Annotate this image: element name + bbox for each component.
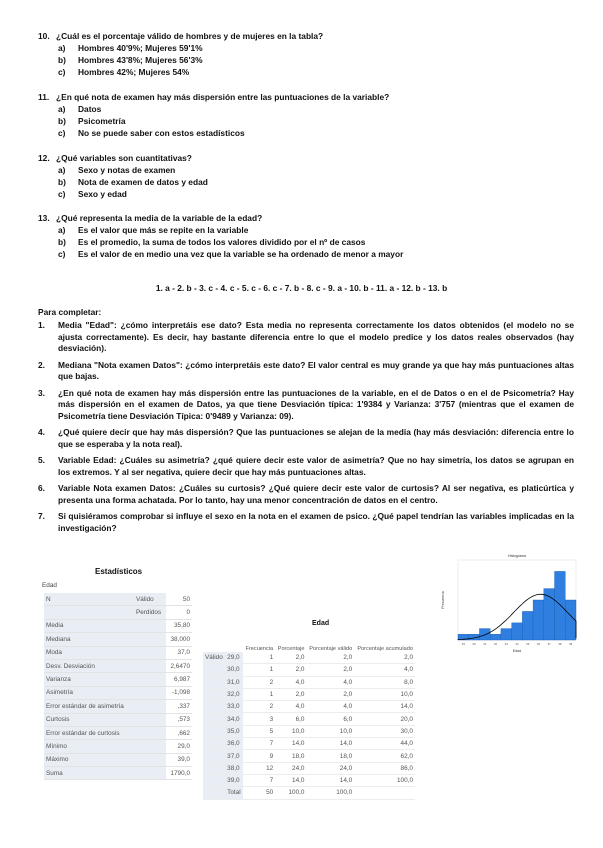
stat-sublabel — [134, 686, 166, 699]
stat-value: ,573 — [166, 713, 192, 726]
freq-cell-cum — [354, 787, 415, 799]
freq-cell-group — [203, 762, 225, 774]
freq-row — [203, 774, 415, 786]
freq-cell-valid: 10,0 — [306, 725, 354, 737]
freq-header-row — [203, 631, 415, 652]
x-axis-label: Edad — [512, 649, 522, 653]
question-number: 12. — [38, 153, 50, 163]
item-text: ¿En qué nota de examen hay más dispersión entre las puntuaciones de la variable, en el de Datos o en el de Psicometría? Hay más dispersión en el examen de Datos, ya que tiene Desviación típica: 1'9384 y Varianza: 3'757 (mientras que el examen de Psicometría tiene Desviación Típica: 0'9489 y Varianza: 09). — [58, 387, 574, 421]
freq-cell-pct: 10,0 — [275, 725, 306, 737]
freq-row — [203, 652, 415, 664]
answer-option — [38, 236, 578, 248]
stat-sublabel — [134, 633, 166, 646]
stat-label: Moda — [44, 646, 134, 659]
stat-value: 50 — [166, 593, 192, 606]
stat-value: 6,987 — [166, 673, 192, 686]
answer-option — [38, 66, 578, 78]
question-block — [38, 212, 578, 260]
freq-cell-cum: 20,0 — [354, 713, 415, 725]
freq-cell-valid: 2,0 — [306, 652, 354, 664]
freq-cell-cum: 30,0 — [354, 725, 415, 737]
x-tick-label: 34 — [515, 642, 519, 646]
freq-cell-freq: 2 — [243, 676, 275, 688]
stat-label: Mediana — [44, 633, 134, 646]
question-block — [38, 91, 578, 139]
freq-cell-freq: 50 — [243, 787, 275, 799]
stat-sublabel — [134, 700, 166, 713]
stats-row — [44, 619, 192, 632]
item-number: 5. — [38, 455, 45, 465]
statistics-table — [44, 593, 192, 780]
item-number: 3. — [38, 387, 45, 398]
stat-sublabel — [134, 673, 166, 686]
freq-cell-cum: 14,0 — [354, 701, 415, 713]
freq-header — [225, 631, 243, 652]
freq-cell-valid: 24,0 — [306, 762, 354, 774]
item-number: 4. — [38, 427, 45, 437]
stat-label: Curtosis — [44, 713, 134, 726]
freq-cell-valid: 2,0 — [306, 688, 354, 700]
stat-label: Error estándar de curtosis — [44, 726, 134, 739]
stat-sublabel — [134, 659, 166, 672]
freq-cell-valid: 4,0 — [306, 676, 354, 688]
freq-cell-pct: 14,0 — [275, 774, 306, 786]
stat-value: ,662 — [166, 726, 192, 739]
freq-cell-group: Válido — [203, 652, 225, 664]
freq-row — [203, 688, 415, 700]
freq-row — [203, 725, 415, 737]
freq-cell-cum: 2,0 — [354, 652, 415, 664]
completion-item — [38, 388, 574, 423]
stat-label: Desv. Desviación — [44, 659, 134, 672]
stat-label: Suma — [44, 767, 134, 780]
freq-cell-group — [203, 750, 225, 762]
stat-value: 35,80 — [166, 619, 192, 632]
freq-cell-group — [203, 664, 225, 676]
stats-row — [44, 633, 192, 646]
item-text: Variable Edad: ¿Cuáles su asimetría? ¿qué quiere decir este valor de asimetría? Que no hay simetría, los datos se agrupan en los extremos. Y al ser negativa, quiere decir que hay más puntuaciones altas. — [58, 455, 574, 477]
item-number: 6. — [38, 483, 45, 493]
stat-sublabel — [134, 726, 166, 739]
freq-cell-freq: 3 — [243, 713, 275, 725]
x-tick-label: 38 — [558, 642, 562, 646]
freq-cell-value: 34,0 — [225, 713, 243, 725]
freq-cell-pct: 2,0 — [275, 664, 306, 676]
item-text: Media "Edad": ¿cómo interpretáis ese dato? Esta media no representa correctamente los datos obtenidos (el modelo no se ajusta correctamente). Es decir, hay bastante diferencia entre lo que el modelo predice y los datos reales observados (hay desviación). — [58, 320, 574, 353]
stat-label: Media — [44, 619, 134, 632]
option-text: Nota de examen de datos y edad — [78, 177, 208, 187]
stat-label: Máximo — [44, 753, 134, 766]
question-text: ¿Qué representa la media de la variable de la edad? — [56, 213, 263, 223]
answer-option — [38, 42, 578, 54]
freq-cell-cum: 62,0 — [354, 750, 415, 762]
option-letter: a) — [58, 225, 66, 235]
option-letter: a) — [58, 43, 66, 53]
x-tick-label: 37 — [547, 642, 551, 646]
option-letter: b) — [58, 116, 66, 126]
stat-value: 1790,0 — [166, 767, 192, 780]
freq-cell-pct: 24,0 — [275, 762, 306, 774]
stats-row — [44, 606, 192, 619]
histogram-bar — [479, 629, 490, 640]
answer-option — [38, 176, 578, 188]
question-block — [38, 30, 578, 78]
freq-cell-value: 39,0 — [225, 774, 243, 786]
freq-cell-freq: 7 — [243, 738, 275, 750]
stats-row — [44, 753, 192, 766]
stats-row — [44, 646, 192, 659]
answer-option — [38, 188, 578, 200]
stat-label — [44, 606, 134, 619]
freq-cell-valid: 100,0 — [306, 787, 354, 799]
freq-cell-freq: 9 — [243, 750, 275, 762]
completion-item — [38, 427, 574, 450]
freq-cell-group — [203, 725, 225, 737]
freq-cell-valid: 14,0 — [306, 774, 354, 786]
complete-heading: Para completar: — [38, 307, 102, 317]
question-title — [38, 91, 578, 103]
freq-row — [203, 787, 415, 799]
question-number: 10. — [38, 31, 50, 41]
freq-header — [203, 631, 225, 652]
stat-value: 0 — [166, 606, 192, 619]
stat-sublabel — [134, 713, 166, 726]
stats-row — [44, 713, 192, 726]
freq-cell-group — [203, 774, 225, 786]
freq-cell-group — [203, 688, 225, 700]
x-tick-label: 33 — [504, 642, 508, 646]
stat-sublabel — [134, 646, 166, 659]
freq-cell-freq: 2 — [243, 701, 275, 713]
freq-cell-value: 36,0 — [225, 738, 243, 750]
freq-cell-value: 32,0 — [225, 688, 243, 700]
freq-cell-pct: 100,0 — [275, 787, 306, 799]
freq-cell-valid: 14,0 — [306, 738, 354, 750]
histogram-bar — [512, 623, 523, 640]
freq-row — [203, 713, 415, 725]
stat-label: Mínimo — [44, 740, 134, 753]
freq-cell-pct: 18,0 — [275, 750, 306, 762]
stat-value: -1,098 — [166, 686, 192, 699]
option-text: Sexo y edad — [78, 189, 127, 199]
question-title — [38, 212, 578, 224]
completion-item — [38, 360, 574, 383]
stats-row — [44, 686, 192, 699]
stats-row — [44, 673, 192, 686]
freq-cell-cum: 44,0 — [354, 738, 415, 750]
option-letter: c) — [58, 67, 66, 77]
answer-key: 1. a - 2. b - 3. c - 4. c - 5. c - 6. c - 7. b - 8. c - 9. a - 10. b - 11. a - 12. b - 13. b — [155, 283, 448, 293]
freq-cell-valid: 4,0 — [306, 701, 354, 713]
y-axis-label: Frecuencia — [441, 591, 445, 609]
chart-title: Histograma — [508, 554, 526, 558]
option-text: Hombres 40'9%; Mujeres 59'1% — [78, 43, 203, 53]
stat-value: 38,000 — [166, 633, 192, 646]
option-letter: c) — [58, 249, 66, 259]
option-text: No se puede saber con estos estadísticos — [78, 128, 245, 138]
freq-cell-value: 29,0 — [225, 652, 243, 664]
option-text: Psicometría — [78, 116, 126, 126]
stat-sublabel — [134, 619, 166, 632]
histogram-bar — [501, 629, 512, 640]
answer-option — [38, 103, 578, 115]
freq-cell-valid: 2,0 — [306, 664, 354, 676]
freq-header: Frecuencia — [245, 646, 274, 652]
stats-row — [44, 726, 192, 739]
freq-cell-valid: 18,0 — [306, 750, 354, 762]
freq-cell-freq: 5 — [243, 725, 275, 737]
answer-option — [38, 224, 578, 236]
freq-cell-freq: 12 — [243, 762, 275, 774]
question-title — [38, 30, 578, 42]
x-tick-label: 36 — [536, 642, 541, 646]
histogram-bar — [522, 611, 533, 640]
question-text: ¿Qué variables son cuantitativas? — [56, 153, 192, 163]
stat-value: 39,0 — [166, 753, 192, 766]
freq-row — [203, 701, 415, 713]
item-text: ¿Qué quiere decir que hay más dispersión? Que las puntuaciones se alejan de la media (hay más desviación: diferencia entre lo que se esperaba y la nota real). — [58, 427, 574, 449]
freq-header: Porcentaje válido — [309, 646, 353, 652]
stat-sublabel: Perdidos — [134, 606, 166, 619]
freq-cell-pct: 4,0 — [275, 676, 306, 688]
freq-table-title: Edad — [312, 620, 330, 627]
stat-label: Asimetría — [44, 686, 134, 699]
item-number: 1. — [38, 320, 45, 330]
freq-cell-cum: 4,0 — [354, 664, 415, 676]
option-letter: a) — [58, 104, 66, 114]
freq-cell-value: 38,0 — [225, 762, 243, 774]
stat-value: 2,6470 — [166, 659, 192, 672]
freq-row — [203, 738, 415, 750]
freq-cell-freq: 1 — [243, 664, 275, 676]
answer-option — [38, 54, 578, 66]
freq-cell-pct: 4,0 — [275, 701, 306, 713]
stats-row — [44, 767, 192, 780]
freq-cell-group — [203, 738, 225, 750]
question-text: ¿En qué nota de examen hay más dispersión entre las puntuaciones de la variable? — [56, 92, 390, 102]
freq-header: Porcentaje — [277, 646, 305, 652]
question-block — [38, 152, 578, 200]
freq-cell-group — [203, 676, 225, 688]
x-tick-label: 31 — [483, 642, 487, 646]
freq-cell-freq: 7 — [243, 774, 275, 786]
stat-label: N — [44, 593, 134, 606]
stat-sublabel: Válido — [134, 593, 166, 606]
item-number: 2. — [38, 359, 45, 370]
freq-cell-pct: 2,0 — [275, 688, 306, 700]
freq-cell-cum: 8,0 — [354, 676, 415, 688]
item-text: Variable Nota examen Datos: ¿Cuáles su curtosis? ¿Qué quiere decir este valor de curtosis? Al ser negativa, es platicúrtica y presenta una forma achatada. Por lo tanto, hay una menor concentración de datos en el centro. — [58, 483, 574, 505]
option-text: Es el valor de en medio una vez que la variable se ha ordenado de menor a mayor — [78, 249, 404, 259]
option-letter: b) — [58, 177, 66, 187]
option-letter: c) — [58, 128, 66, 138]
freq-row — [203, 664, 415, 676]
option-letter: b) — [58, 55, 66, 65]
stats-row — [44, 740, 192, 753]
freq-cell-pct: 6,0 — [275, 713, 306, 725]
x-tick-label: 35 — [526, 642, 530, 646]
histogram-bar — [490, 634, 501, 640]
freq-row — [203, 676, 415, 688]
option-text: Es el promedio, la suma de todos los valores dividido por el nº de casos — [78, 237, 366, 247]
option-text: Es el valor que más se repite en la variable — [78, 225, 249, 235]
option-letter: b) — [58, 237, 66, 247]
option-text: Sexo y notas de examen — [78, 165, 176, 175]
age-histogram — [438, 550, 583, 655]
option-letter: c) — [58, 189, 66, 199]
question-title — [38, 152, 578, 164]
freq-cell-pct: 2,0 — [275, 652, 306, 664]
freq-cell-cum: 100,0 — [354, 774, 415, 786]
option-text: Hombres 43'8%; Mujeres 56'3% — [78, 55, 203, 65]
stats-row — [44, 659, 192, 672]
freq-cell-freq: 1 — [243, 688, 275, 700]
item-text: Si quisiéramos comprobar si influye el sexo en la nota en el examen de psico. ¿Qué papel tendrían las variables implicadas en la investigación? — [58, 511, 574, 533]
question-text: ¿Cuál es el porcentaje válido de hombres y de mujeres en la tabla? — [56, 31, 324, 41]
item-number: 7. — [38, 511, 45, 521]
question-number: 11. — [38, 92, 50, 102]
freq-cell-value: 35,0 — [225, 725, 243, 737]
stats-table-title: Estadísticos — [95, 567, 143, 576]
completion-item — [38, 455, 574, 478]
x-tick-label: 32 — [493, 642, 498, 646]
stat-label: Varianza — [44, 673, 134, 686]
freq-cell-group — [203, 787, 225, 799]
freq-cell-value: 31,0 — [225, 676, 243, 688]
stat-sublabel — [134, 767, 166, 780]
stats-row — [44, 700, 192, 713]
completion-item — [38, 483, 574, 506]
freq-cell-group — [203, 701, 225, 713]
frequency-table — [203, 631, 415, 800]
item-text: Mediana "Nota examen Datos": ¿cómo interpretáis este dato? El valor central es muy grande ya que hay más puntuaciones altas que bajas. — [58, 359, 574, 381]
option-letter: a) — [58, 165, 66, 175]
answer-option — [38, 127, 578, 139]
option-text: Datos — [78, 104, 102, 114]
stat-value: ,337 — [166, 700, 192, 713]
option-text: Hombres 42%; Mujeres 54% — [78, 67, 190, 77]
completion-item — [38, 511, 574, 534]
stat-label: Error estándar de asimetría — [44, 700, 134, 713]
freq-header: Porcentaje acumulado — [357, 646, 413, 652]
freq-cell-group — [203, 713, 225, 725]
freq-cell-cum: 86,0 — [354, 762, 415, 774]
freq-cell-value: 33,0 — [225, 701, 243, 713]
stat-value: 37,0 — [166, 646, 192, 659]
stats-row — [44, 593, 192, 606]
stat-sublabel — [134, 740, 166, 753]
stats-table-subtitle: Edad — [42, 582, 57, 589]
freq-row — [203, 750, 415, 762]
stat-value: 29,0 — [166, 740, 192, 753]
completion-items — [38, 320, 574, 539]
stat-sublabel — [134, 753, 166, 766]
answer-option — [38, 115, 578, 127]
x-tick-label: 29 — [461, 642, 465, 646]
freq-row — [203, 762, 415, 774]
freq-cell-value: Total — [225, 787, 243, 799]
x-tick-label: 39 — [569, 642, 573, 646]
answer-option — [38, 248, 578, 260]
question-number: 13. — [38, 213, 50, 223]
completion-item — [38, 320, 574, 355]
histogram-bar — [555, 571, 566, 640]
freq-cell-freq: 1 — [243, 652, 275, 664]
answer-option — [38, 164, 578, 176]
freq-cell-valid: 6,0 — [306, 713, 354, 725]
freq-cell-value: 30,0 — [225, 664, 243, 676]
freq-cell-pct: 14,0 — [275, 738, 306, 750]
freq-cell-value: 37,0 — [225, 750, 243, 762]
freq-cell-cum: 10,0 — [354, 688, 415, 700]
histogram-bar — [533, 600, 544, 640]
x-tick-label: 30 — [472, 642, 476, 646]
